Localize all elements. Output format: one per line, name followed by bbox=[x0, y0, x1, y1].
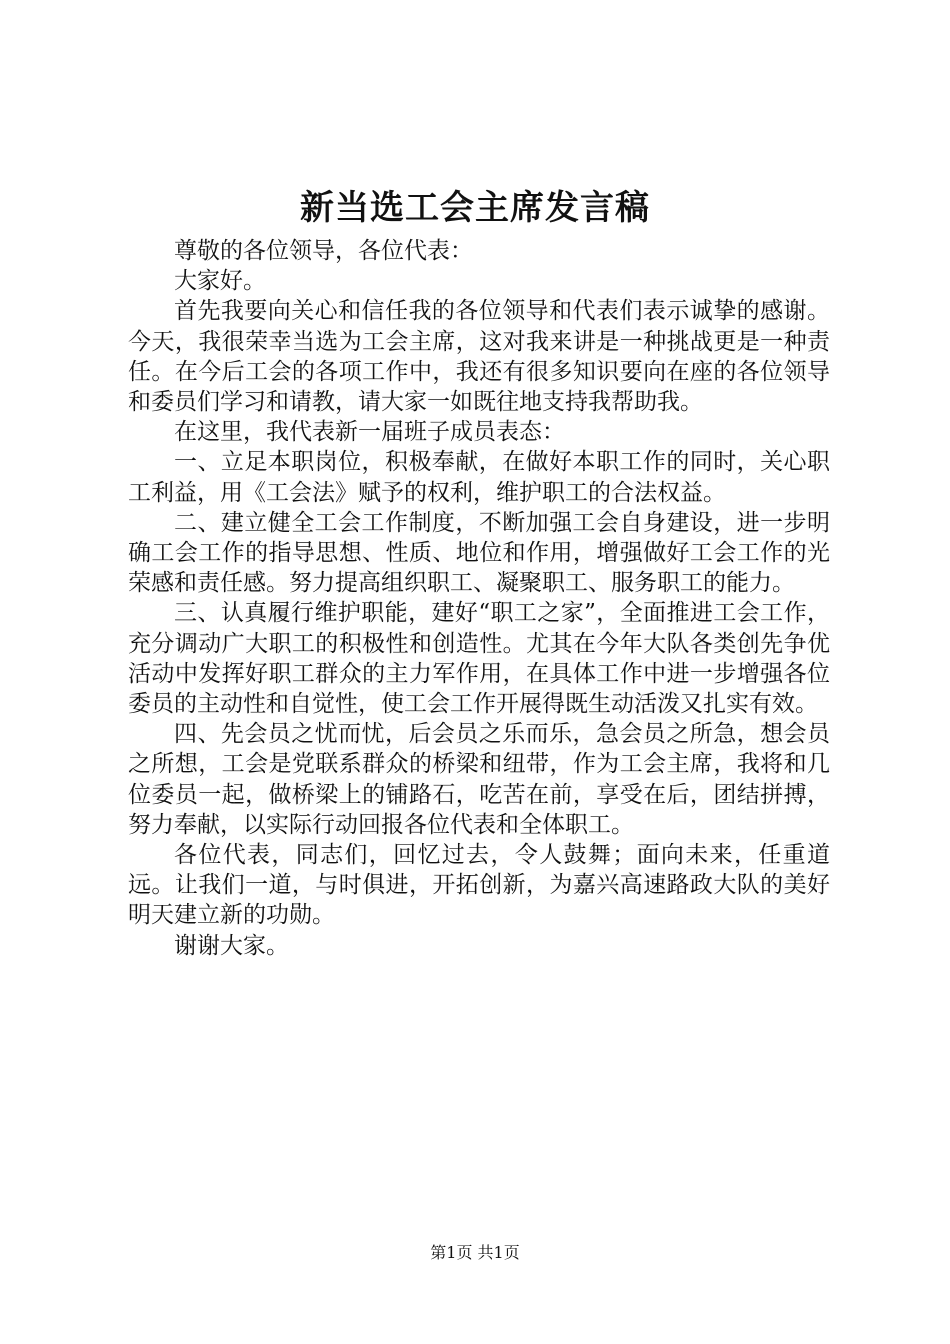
salutation: 尊敬的各位领导，各位代表： bbox=[174, 238, 473, 264]
document-body bbox=[128, 236, 830, 961]
paragraph-point-two: 二、建立健全工会工作制度，不断加强工会自身建设，进一步明确工会工作的指导思想、性质、地位和作用，增强做好工会工作的光荣感和责任感。努力提高组织职工、凝聚职工、服务职工的能力。 bbox=[128, 509, 830, 597]
paragraph-point-one: 一、立足本职岗位，积极奉献，在做好本职工作的同时，关心职工利益，用《工会法》赋予的权利，维护职工的合法权益。 bbox=[128, 449, 830, 506]
paragraph-point-three: 三、认真履行维护职能，建好“职工之家”，全面推进工会工作，充分调动广大职工的积极性和创造性。尤其在今年大队各类创先争优活动中发挥好职工群众的主力军作用，在具体工作中进一步增强各位委员的主动性和自觉性，使工会工作开展得既生动活泼又扎实有效。 bbox=[128, 600, 830, 718]
page-title: 新当选工会主席发言稿 bbox=[300, 188, 650, 228]
paragraph-thank-you: 谢谢大家。 bbox=[174, 932, 289, 959]
paragraph-intro-statement: 在这里，我代表新一届班子成员表态： bbox=[174, 419, 565, 446]
page-number-footer: 第1页 共1页 bbox=[430, 1243, 520, 1262]
paragraph-thanks: 首先我要向关心和信任我的各位领导和代表们表示诚挚的感谢。今天，我很荣幸当选为工会主席，这对我来讲是一种挑战更是一种责任。在今后工会的各项工作中，我还有很多知识要向在座的各位领导和委员们学习和请教，请大家一如既往地支持我帮助我。 bbox=[128, 298, 830, 416]
paragraph-closing: 各位代表，同志们，回忆过去，令人鼓舞；面向未来，任重道远。让我们一道，与时俱进，开拓创新，为嘉兴高速路政大队的美好明天建立新的功勋。 bbox=[128, 842, 830, 929]
greeting: 大家好。 bbox=[174, 268, 266, 295]
paragraph-point-four: 四、先会员之忧而忧，后会员之乐而乐，急会员之所急，想会员之所想，工会是党联系群众的桥梁和纽带，作为工会主席，我将和几位委员一起，做桥梁上的铺路石，吃苦在前，享受在后，团结拼搏，努力奉献，以实际行动回报各位代表和全体职工。 bbox=[128, 721, 830, 838]
